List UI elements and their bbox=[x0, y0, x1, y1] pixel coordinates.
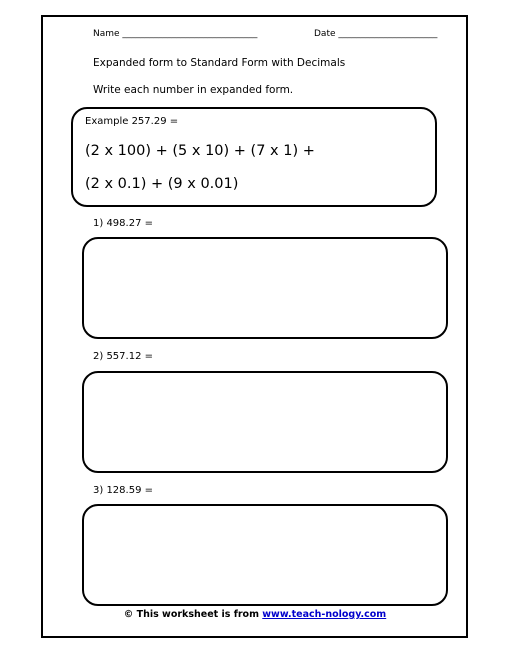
problem-1-answer-box[interactable] bbox=[82, 237, 448, 339]
example-expanded-line-2: (2 x 0.1) + (9 x 0.01) bbox=[85, 176, 239, 192]
footer-link[interactable]: www.teach-nology.com bbox=[262, 609, 387, 620]
problem-1-label: 1) 498.27 = bbox=[93, 218, 153, 229]
name-field-label: Name ______________________________ bbox=[93, 29, 258, 39]
problem-2-answer-box[interactable] bbox=[82, 371, 448, 473]
problem-2-label: 2) 557.12 = bbox=[93, 351, 153, 362]
problem-3-label: 3) 128.59 = bbox=[93, 485, 153, 496]
footer-prefix: © This worksheet is from bbox=[123, 609, 263, 620]
example-box bbox=[71, 107, 437, 207]
worksheet-instructions: Write each number in expanded form. bbox=[93, 84, 294, 96]
example-expanded-line-1: (2 x 100) + (5 x 10) + (7 x 1) + bbox=[85, 143, 315, 159]
worksheet-title: Expanded form to Standard Form with Decimals bbox=[93, 57, 346, 69]
footer-credit bbox=[0, 609, 510, 620]
example-label: Example 257.29 = bbox=[85, 116, 179, 127]
problem-3-answer-box[interactable] bbox=[82, 504, 448, 606]
date-field-label: Date ______________________ bbox=[314, 29, 438, 39]
